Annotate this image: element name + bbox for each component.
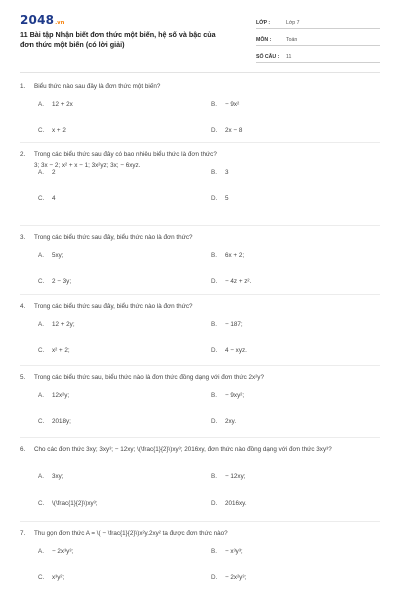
option-text: − 9x²	[225, 101, 240, 108]
question-text: Biểu thức nào sau đây là đơn thức một biến?	[34, 83, 161, 90]
option-text: 3	[225, 169, 229, 176]
answer-option[interactable]	[211, 548, 243, 555]
option-text: 2016xy.	[225, 500, 247, 507]
option-text: − 4z + z².	[225, 278, 252, 285]
option-text: − 2x²y³;	[225, 574, 247, 581]
answer-option[interactable]	[38, 252, 64, 259]
option-label: B.	[211, 548, 217, 555]
answer-option[interactable]	[211, 392, 244, 399]
option-label: A.	[38, 252, 44, 259]
option-label: D.	[211, 195, 218, 202]
answer-option[interactable]	[211, 195, 229, 202]
meta-row-count: SỐ CÂU : 11	[256, 50, 380, 63]
option-label: C.	[38, 347, 45, 354]
question-text: Trong các biểu thức sau đây, biểu thức nào là đơn thức?	[34, 303, 193, 310]
option-text: 2	[52, 169, 56, 176]
option-text: − 12xy;	[225, 473, 246, 480]
question-divider	[20, 521, 380, 522]
option-text: 6x + 2;	[225, 252, 245, 259]
header-divider	[20, 72, 380, 73]
question-number: 3.	[20, 234, 26, 241]
answer-option[interactable]	[211, 278, 251, 285]
option-label: D.	[211, 278, 218, 285]
option-text: 12 + 2x	[52, 101, 73, 108]
answer-option[interactable]	[211, 169, 229, 176]
option-text: 4 − xyz.	[225, 347, 247, 354]
option-text: x³y²;	[52, 574, 65, 581]
option-label: C.	[38, 574, 45, 581]
question-number: 4.	[20, 303, 26, 310]
question-number: 1.	[20, 83, 26, 90]
answer-option[interactable]	[38, 500, 98, 507]
answer-option[interactable]	[38, 347, 70, 354]
answer-option[interactable]	[38, 473, 64, 480]
option-text: 12x²y;	[52, 392, 70, 399]
option-label: A.	[38, 392, 44, 399]
question-text: Trong các biểu thức sau đây có bao nhiêu biểu thức là đơn thức?	[34, 151, 217, 158]
answer-option[interactable]	[211, 321, 243, 328]
option-label: C.	[38, 195, 45, 202]
option-label: A.	[38, 548, 44, 555]
option-label: B.	[211, 392, 217, 399]
option-label: A.	[38, 169, 44, 176]
answer-option[interactable]	[38, 169, 56, 176]
question-number: 5.	[20, 374, 26, 381]
option-label: C.	[38, 418, 45, 425]
question-number: 2.	[20, 151, 26, 158]
answer-option[interactable]	[211, 127, 242, 134]
option-text: − 2x³y³;	[52, 548, 74, 555]
option-text: 5xy;	[52, 252, 64, 259]
option-label: C.	[38, 127, 45, 134]
question-number: 7.	[20, 530, 26, 537]
question-text: Cho các đơn thức 3xy; 3xy³; − 12xy; \(\frac{1}{2}\)xy³; 2016xy, đơn thức nào đồng dạng với đơn thức 3xy³?	[34, 446, 332, 453]
answer-option[interactable]	[38, 278, 71, 285]
answer-option[interactable]	[38, 195, 56, 202]
answer-option[interactable]	[211, 574, 246, 581]
option-text: 12 + 2y;	[52, 321, 75, 328]
option-label: D.	[211, 574, 218, 581]
question-divider	[20, 437, 380, 438]
meta-info	[256, 16, 380, 67]
option-label: C.	[38, 278, 45, 285]
option-label: B.	[211, 321, 217, 328]
meta-row-subject: MÔN : Toán	[256, 33, 380, 46]
option-text: 2xy.	[225, 418, 237, 425]
answer-option[interactable]	[211, 500, 247, 507]
option-label: D.	[211, 500, 218, 507]
answer-option[interactable]	[38, 127, 66, 134]
option-text: x² + 2;	[52, 347, 70, 354]
answer-option[interactable]	[211, 101, 239, 108]
option-label: B.	[211, 101, 217, 108]
question-divider	[20, 365, 380, 366]
page-title: 11 Bài tập Nhận biết đơn thức một biến, hệ số và bậc của đơn thức một biến (có lời giải)	[20, 30, 216, 49]
site-logo[interactable]: 2048.vn	[20, 13, 65, 27]
option-text: − 9xy²;	[225, 392, 245, 399]
meta-row-class: LỚP : Lớp 7	[256, 16, 380, 29]
option-label: D.	[211, 347, 218, 354]
option-text: 4	[52, 195, 56, 202]
question-divider	[20, 225, 380, 226]
option-label: B.	[211, 252, 217, 259]
question-text: Trong các biểu thức sau, biểu thức nào là đơn thức đồng dạng với đơn thức 2x²y?	[34, 374, 264, 381]
option-text: 2018y;	[52, 418, 71, 425]
option-text: x + 2	[52, 127, 66, 134]
question-divider	[20, 294, 380, 295]
answer-option[interactable]	[211, 473, 245, 480]
answer-option[interactable]	[211, 252, 244, 259]
option-text: − 187;	[225, 321, 243, 328]
option-label: A.	[38, 101, 44, 108]
answer-option[interactable]	[38, 418, 71, 425]
option-text: \(\frac{1}{2}\)xy³;	[52, 500, 98, 507]
option-label: C.	[38, 500, 45, 507]
answer-option[interactable]	[38, 101, 73, 108]
option-text: 2x − 8	[225, 127, 243, 134]
question-text: Trong các biểu thức sau đây, biểu thức nào là đơn thức?	[34, 234, 193, 241]
answer-option[interactable]	[211, 347, 247, 354]
option-text: 3xy;	[52, 473, 64, 480]
option-text: − x³y³;	[225, 548, 243, 555]
option-text: 5	[225, 195, 229, 202]
option-label: D.	[211, 418, 218, 425]
option-label: B.	[211, 473, 217, 480]
answer-option[interactable]	[38, 321, 75, 328]
option-label: A.	[38, 473, 44, 480]
option-label: B.	[211, 169, 217, 176]
option-text: 2 − 3y;	[52, 278, 72, 285]
answer-option[interactable]	[211, 418, 236, 425]
question-number: 6.	[20, 446, 26, 453]
answer-option[interactable]	[38, 392, 69, 399]
answer-option[interactable]	[38, 548, 73, 555]
answer-option[interactable]	[38, 574, 64, 581]
question-text: Thu gọn đơn thức A = \( − \frac{1}{2}\)x²y.2xy² ta được đơn thức nào?	[34, 530, 228, 537]
option-label: D.	[211, 127, 218, 134]
question-divider	[20, 142, 380, 143]
option-label: A.	[38, 321, 44, 328]
question-subtext: 3; 3x − 2; x² + x − 1; 3x²yz; 3x; − 6xyz.	[34, 162, 141, 169]
page-header	[0, 0, 400, 64]
